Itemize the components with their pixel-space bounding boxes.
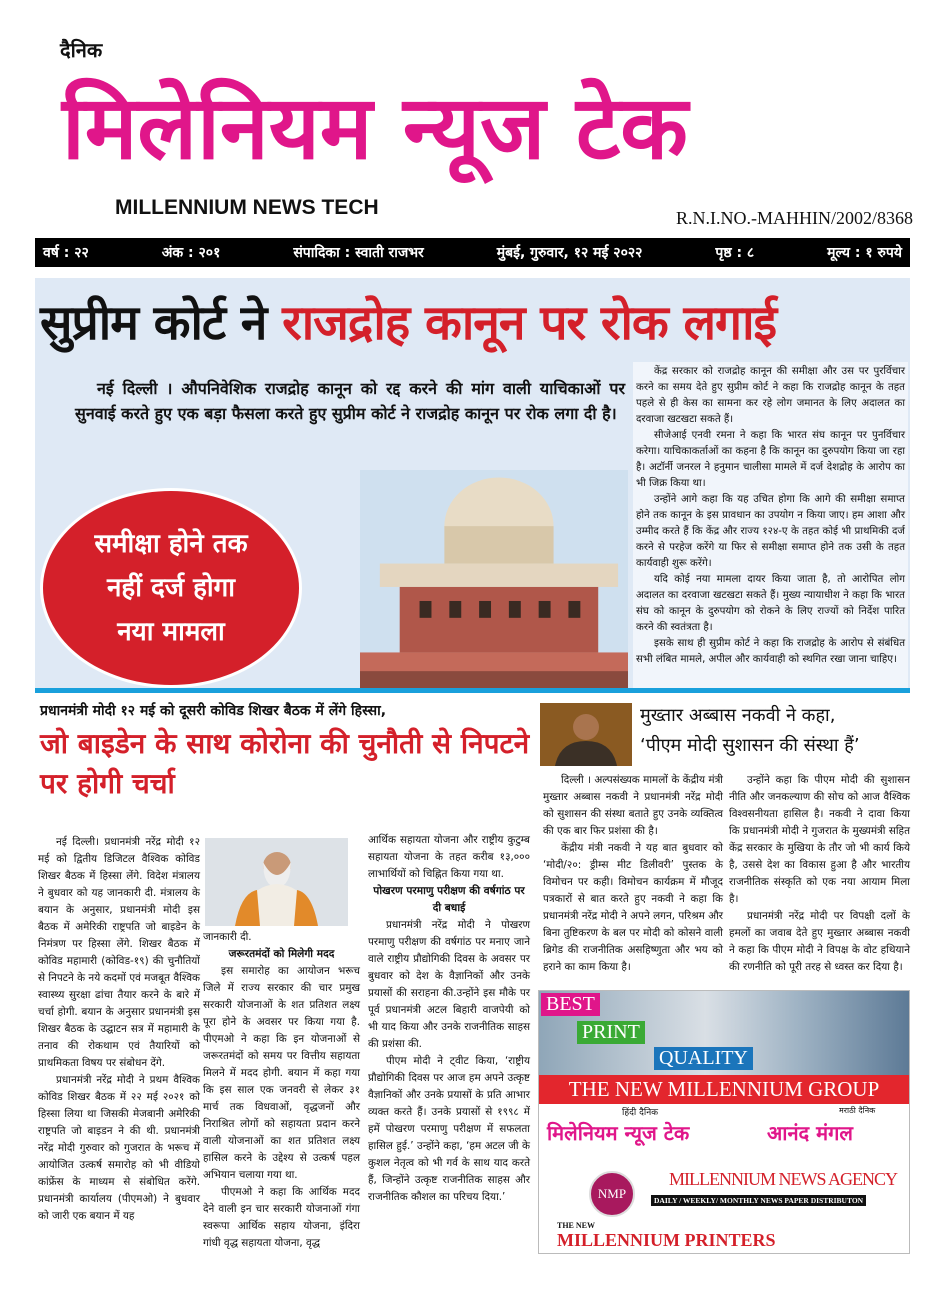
masthead-title: मिलेनियम न्यूज टेक: [62, 76, 688, 179]
paragraph: इस समारोह का आयोजन भरूच जिले में राज्य सरकार की चार प्रमुख सरकारी योजनाओं के शत प्रतिशत लक्ष्य पूरा होने के अवसर पर किया गया है. पीएमओ ने कहा कि इन योजनाओं से जरूरतमंदों को समय पर वित्तीय सहायता मिलने में मदद होगी. बयान में कहा गया कि इस साल एक जनवरी से लेकर ३१ मार्च तक विधवाओं, वृद्धजनों और निराश्रित लोगों को सहायता प्रदान करने वाली योजनाओं का शत प्रतिशत लक्ष्य हासिल करने के उद्देश्य से उत्कर्ष पहल अभियान चलाया गया था.: [203, 965, 360, 1181]
paragraph: दिल्ली । अल्पसंख्यक मामलों के केंद्रीय मंत्री मुख्तार अब्बास नकवी ने प्रधानमंत्री नरेंद्र मोदी को सुशासन की संस्था बताते हुए उनके व्यक्तित्व की एक बार फिर प्रशंसा की है।: [543, 774, 723, 837]
paragraph: सीजेआई एनवी रमना ने कहा कि भारत संघ कानून पर पुनर्विचार करेगा। याचिकाकर्ताओं का कहना है कि कानून का दुरुपयोग किया जा रहा है। अटॉर्नी जनरल ने हनुमान चालीसा मामले में दर्ज देशद्रोह के आरोप का भी जिक्र किया था।: [636, 430, 905, 489]
page-info: पृष्ठ : ८: [715, 245, 755, 261]
paragraph: उन्होंने कहा कि पीएम मोदी की सुशासन नीति और जनकल्याण की सोच को आज वैश्विक विश्वसनीयता हासिल है। नकवी ने दावा किया कि प्रधानमंत्री मोदी ने गुजरात के मुख्यमंत्री सहित केंद्र सरकार के मुखिया के तौर जो भी कार्य किये है, उससे देश का विकास हुआ है और भारतीय राजनीतिक संस्कृति को एक नया आयाम मिला है।: [729, 774, 910, 905]
rni-number: R.N.I.NO.-MAHHIN/2002/8368: [676, 208, 913, 228]
ad-tag-best: BEST: [541, 993, 600, 1016]
masthead-daily-label: दैनिक: [60, 38, 103, 62]
price-info: मूल्य : १ रुपये: [827, 245, 902, 261]
lead-story-body: [633, 362, 908, 688]
callout-circle: [40, 488, 302, 688]
date-info: मुंबई, गुरुवार, १२ मई २०२२: [496, 245, 643, 261]
paragraph: पीएमओ ने कहा कि आर्थिक मदद देने वाली इन चार सरकारी योजनाओं गंगा स्वरूपा आर्थिक सहाय योजना, इंदिरा गांधी वृद्ध सहायता योजना, वृद्ध: [203, 1186, 360, 1249]
ad-group-name: THE NEW MILLENNIUM GROUP: [539, 1075, 909, 1104]
modi-story-headline: जो बाइडेन के साथ कोरोना की चुनौती से निपटने पर होगी चर्चा: [40, 727, 530, 800]
paragraph: नई दिल्ली। प्रधानमंत्री नरेंद्र मोदी १२ मई को द्वितीय डिजिटल वैश्विक कोविड शिखर बैठक में हिस्सा लेंगे. विदेश मंत्रालय ने बुधवार को यह जानकारी दी. मंत्रालय के बयान के अनुसार, प्रधानमंत्री मोदी इस बैठक में अमेरिकी राष्ट्रपति जो बाइडेन के निमंत्रण पर हिस्सा लेंगे. शिखर बैठक में कोविड महामारी (कोविड-१९) की चुनौतियों से निपटने के नये कदमों एवं मजबूत वैश्विक स्वास्थ्य सुरक्षा ढांचा तैयार करने के बारे में चर्चा होगी. बयान के अनुसार प्रधानमंत्री इस शिखर बैठक के उद्घाटन सत्र में महामारी के तनाव की रोकथाम एवं तैयारियों को प्राथमिकता विषय पर संबोधन देंगे.: [38, 836, 200, 1069]
naqvi-photo: [540, 703, 632, 766]
paragraph: यदि कोई नया मामला दायर किया जाता है, तो आरोपित लोग अदालत का दरवाजा खटखटा सकते हैं। मुख्य न्यायाधीश ने कहा कि भारत संघ को कानून के दुरुपयोग को रोकने के लिए राज्यों को निर्देश पारित करने की स्वतंत्रता है।: [636, 574, 905, 633]
paragraph: प्रधानमंत्री नरेंद्र मोदी ने प्रथम वैश्विक कोविड शिखर बैठक में २२ मई २०२१ को हिस्सा लिया था जिसकी मेजबानी अमेरिकी राष्ट्रपति जो बाइडन ने की थी. प्रधानमंत्री नरेंद्र मोदी गुरुवार को गुजरात के भरूच में आयोजित उत्कर्ष समारोह को भी वीडियो कांफ्रेंस के माध्यम से संबोधित करेंगे. प्रधानमंत्री कार्यालय (पीएमओ) ने बुधवार को जारी एक बयान में यह: [38, 1074, 200, 1222]
naqvi-column-2: [729, 772, 910, 976]
year-info: वर्ष : २२: [43, 245, 89, 261]
subheading: पोखरण परमाणु परीक्षण की वर्षगांठ पर दी बधाई: [373, 885, 525, 914]
millennium-group-ad: [538, 990, 910, 1254]
headline-red-part: राजद्रोह कानून पर रोक लगाई: [282, 295, 777, 351]
ad-hindi-label: हिंदी दैनिक: [622, 1108, 659, 1118]
headline-line: ‘पीएम मोदी सुशासन की संस्था हैं’: [640, 735, 860, 756]
paragraph: केंद्रीय मंत्री नकवी ने यह बात बुधवार को ‘मोदी/२०: ड्रीम्स मीट डिलीवरी’ पुस्तक के विमोचन पर कही। विमोचन कार्यक्रम में मौजूद पत्रकारों से बात करते हुए नकवी ने कहा कि प्रधानमंत्री नरेंद्र मोदी ने अपने लगन, परिश्रम और बिना तुष्टिकरण के बल पर मोदी को कोसने वाली ब्रिगेड की राजनीतिक असहिष्णुता और भय को हराने का काम किया है।: [543, 842, 723, 973]
paragraph: आर्थिक सहायता योजना और राष्ट्रीय कुटुम्ब सहायता योजना के तहत करीब १३,००० लाभार्थियों को चिह्नित किया गया था.: [368, 834, 530, 880]
modi-column-3: [368, 832, 530, 1206]
callout-line: नहीं दर्ज होगा: [106, 573, 236, 603]
subheading: जरूरतमंदों को मिलेगी मदद: [228, 948, 335, 960]
paragraph: उन्होंने आगे कहा कि यह उचित होगा कि आगे की समीक्षा समाप्त होने तक कानून के इस प्रावधान का उपयोग न किया जाए। हम आशा और उम्मीद करते हैं कि केंद्र और राज्य १२४-ए के तहत कोई भी प्राथमिकी दर्ज करने से परहेज करेंगे या फिर से समीक्षा समाप्त होने तक उसी के तहत कार्यवाही शुरू करेंगे।: [636, 494, 905, 569]
ad-paper-marathi: आनंद मंगल: [767, 1121, 853, 1145]
paragraph: प्रधानमंत्री नरेंद्र मोदी ने पोखरण परमाणु परीक्षण की वर्षगांठ पर मनाए जाने वाले राष्ट्रीय प्रौद्योगिकी दिवस के अवसर पर बुधवार को देश के वैज्ञानिकों और उनके प्रयासों की सराहना की.उन्होंने इस मौके पर पूर्व प्रधानमंत्री अटल बिहारी वाजपेयी को भी याद किया और उनके राजनीतिक साहस की प्रशंसा की.: [368, 919, 530, 1050]
naqvi-headline: [640, 701, 910, 761]
naqvi-column-1: [543, 772, 723, 976]
ad-agency-subtitle: DAILY / WEEKLY/ MONTHLY NEWS PAPER DISTRIBUTON: [651, 1195, 866, 1206]
paragraph: पीएम मोदी ने ट्वीट किया, ‘राष्ट्रीय प्रौद्योगिकी दिवस पर आज हम अपने उत्कृष्ट वैज्ञानिकों और उनके प्रयासों के प्रति आभार व्यक्त करते हैं। उनके प्रयासों से १९९८ में हमें पोखरण परमाणु परीक्षण में सफलता हासिल हुई.’ उन्होंने कहा, ‘हम अटल जी के कुशल नेतृत्व को भी गर्व के साथ याद करते हैं, जिन्होंने उत्कृष्ट राजनीतिक साहस और राजनीतिक कौशल का परिचय दिया.’: [368, 1055, 530, 1203]
callout-line: नया मामला: [117, 617, 225, 647]
ad-tag-print: PRINT: [577, 1021, 645, 1044]
ad-tag-quality: QUALITY: [654, 1047, 753, 1070]
headline-line: मुख्तार अब्बास नकवी ने कहा,: [640, 705, 836, 726]
nmp-logo: NMP: [589, 1171, 635, 1217]
ad-paper-hindi: मिलेनियम न्यूज टेक: [547, 1121, 690, 1145]
issue-info: अंक : २०१: [161, 245, 221, 261]
paragraph: जानकारी दी.: [203, 931, 252, 943]
ad-printers-name: MILLENNIUM PRINTERS: [557, 1230, 776, 1250]
modi-photo: [205, 838, 348, 926]
callout-line: समीक्षा होने तक: [94, 529, 248, 559]
modi-column-1: [38, 834, 200, 1225]
lead-headline: [40, 288, 905, 358]
modi-column-2: [203, 929, 360, 1252]
supreme-court-photo: [360, 470, 628, 688]
section-divider: [35, 688, 910, 693]
lead-lede: नई दिल्ली । औपनिवेशिक राजद्रोह कानून को रद्द करने की मांग वाली याचिकाओं पर सुनवाई करते हुए एक बड़ा फैसला करते हुए सुप्रीम कोर्ट ने राजद्रोह कानून पर रोक लगा दी है।: [75, 379, 625, 423]
ad-printers-small: THE NEW: [557, 1221, 596, 1230]
headline-black-part: सुप्रीम कोर्ट ने: [40, 295, 283, 351]
paragraph: प्रधानमंत्री नरेंद्र मोदी पर विपक्षी दलों के हमलों का जवाब देते हुए मुख्तार अब्बास नकवी ने कहा कि पीएम मोदी ने विपक्ष के वोट हथियाने की रणनीति को पूरी तरह से ध्वस्त कर दिया है।: [729, 910, 910, 973]
editor-info: संपादिका : स्वाती राजभर: [293, 245, 424, 261]
modi-story-kicker: प्रधानमंत्री मोदी १२ मई को दूसरी कोविड शिखर बैठक में लेंगे हिस्सा,: [40, 703, 387, 719]
paragraph: केंद्र सरकार को राजद्रोह कानून की समीक्षा और उस पर पुरर्विचार करने का समय देते हुए सुप्रीम कोर्ट ने कहा कि राजद्रोह कानून के तहत पहले से ही केस का सामना कर रहे लोग जमानत के लिए अदालत का दरवाजा खटखटा सकते हैं।: [636, 366, 905, 425]
ad-agency-name: MILLENNIUM NEWS AGENCY: [669, 1169, 897, 1189]
ad-marathi-label: मराठी दैनिक: [839, 1106, 876, 1115]
paragraph: इसके साथ ही सुप्रीम कोर्ट ने कहा कि राजद्रोह के आरोप से संबंधित सभी लंबित मामले, अपील और कार्यवाही को स्थगित रखा जाना चाहिए।: [636, 638, 905, 665]
masthead-english: MILLENNIUM NEWS TECH: [115, 196, 379, 219]
info-bar: [35, 238, 910, 267]
